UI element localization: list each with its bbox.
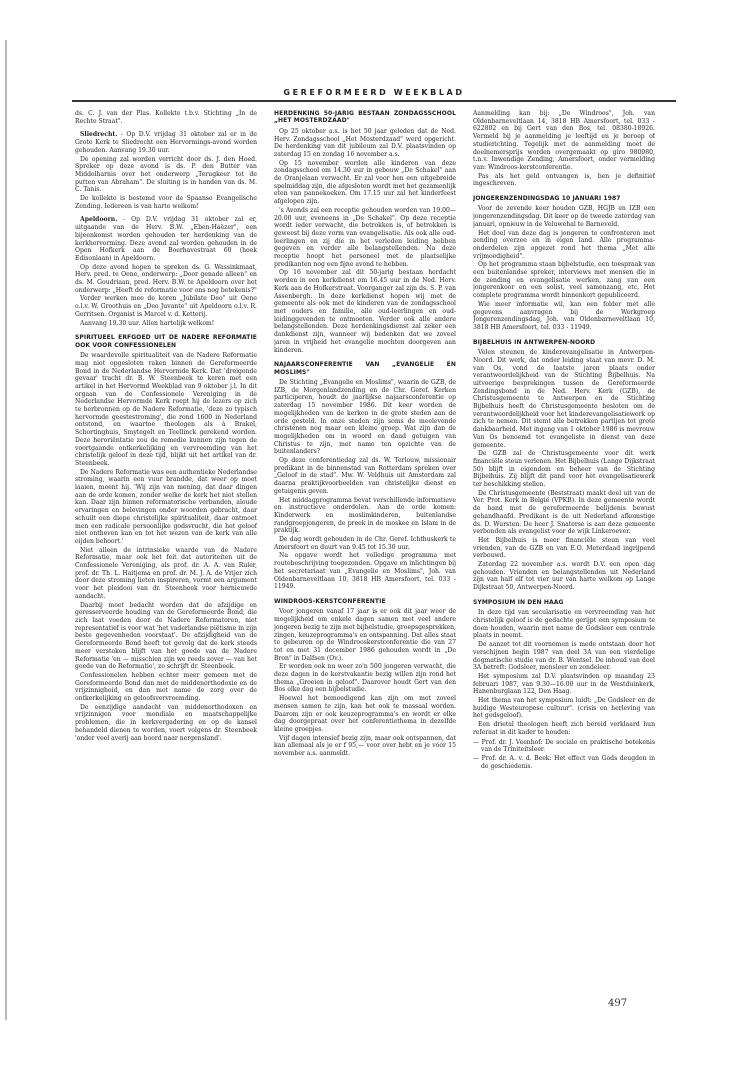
page-header (72, 88, 676, 102)
article-paragraph (75, 131, 257, 154)
list-item: — Prof. dr. A. v. d. Beek: Het effect van Gods deugden in de geschiedenis. (473, 754, 655, 770)
article-paragraph: Confessionelen hebben echter meer gemeen met de Gereformeerde Bond dan met de middenorthodoxie en de vrijzinnigheid, en dan met name de zorg over de ontkerkelijking en geloofsvervreemding. (75, 671, 257, 703)
article-paragraph: Het Bijbelhuis is meer financiële steun van veel vrienden, van de GZB en van E.O. Meterdaad ingrijpend verbouwd. (473, 536, 655, 560)
article-paragraph: De Christusgemeente (Beststraat) maakt deel uit van de Ver. Prot. Kerk in België (VPKB). In deze gemeente wordt de band met de gereformeerde belijdenis bewust gehandhaafd. Predikant is de uit Nederland afkomstige ds. D. Wursten. De heer J. Snaterse is aan deze gemeente verbonden als evangelist voor de wijk Linkeroever. (473, 489, 655, 536)
article-paragraph: Het symposium zal D.V. plaatsvinden op maandag 23 februari 1987, van 9.30—16.00 uur in de Westduinkerk, Hanenburglaan 122, Den Haag. (473, 672, 655, 696)
article-paragraph: De aanzet tot dit voornemen is mede ontstaan door het verschijnen begin 1987 van deel 3A van een vierdelige dogmatische studie van dr. B. Wentsel. De inhoud van deel 3A betreft: Godsleer, mensleer en zondeleer. (473, 641, 655, 672)
article-paragraph: Op 16 november zal dit 50-jarig bestaan herdacht worden in een kerkdienst om 16.45 uur in de Ned. Herv. Kerk aan de Hofkerstraat. Voorganger zal zijn ds. S. P. van Assenbergh. In deze kerkdienst hopen wij met de gemeente als ook met de kinderen van de zondagsschool met ouders en familie, alle oud-leerlingen en oud-leidinggevenden te ontmoeten. Verder ook alle andere belangstellenden. Deze herdenkingsdienst zal zeker een dankdienst zijn, wanneer wij bedenken dat we zoveel jaren in vrijheid het evangelie mochten doorgeven aan kinderen. (274, 269, 456, 354)
article-paragraph: Het thema van het symposium luidt: „De Godsleer en de huidige Westeuropese cultuur". (crisis en herleving van het godsgeloof). (473, 697, 655, 720)
place-name: Sliedrecht. (80, 131, 118, 139)
place-name: Apeldoorn. (80, 216, 118, 224)
article-paragraph: De eenzijdige aandacht van middenorthodoxen en vrijzinnigen voor mondiale en maatschappelijke problemen, die in kerkvergadering en op de kansel behandeld dienen te worden, voert volgens dr. Steenbeek 'onder veel averij aan boord naar nergensland'. (75, 703, 257, 742)
article-paragraph: Hoewel het bemoedigend kan zijn om met zoveel mensen samen te zijn, kan het ook te massaal worden. Daarom zijn er ook keuzeprogramma's en wordt er elke dag doorgepraat over het conferentiethema in dezelfde kleine groepjes. (274, 695, 456, 733)
article-paragraph: Daarbij moet bedacht worden dat de afzijdige en geresserveerde houding van de Gereformeerde Bond, die zich laat voeden door de Nadere Reformatoren, niet representatief is voor wat 'het vaderlandse piëtisme in zijn beste gegevenheden voorstaat'. De afzijdigheid van de Gereformeerde Bond heeft tot gevolg dat de kerk steeds meer verstoken blijft van het goede van de Nadere Reformatie 'en — misschien zijn we reeds zover — van het goede van de Reformatie', zo schrijft dr. Steenbeek. (75, 601, 257, 671)
article-paragraph: Na opgave wordt het volledige programma met routebeschrijving toegezonden. Opgave en inlichtingen bij het secretariaat van „Evangelie en Moslims", Joh. van Oldenbarneveltlaan 10, 3818 HB Amersfoort, tel. 033 - 11949. (274, 552, 456, 591)
article-paragraph: Vijf dagen intensief bezig zijn, maar ook ontspannen, dat kan allemaal als je er f 95,— voor over hebt en je vóór 15 november a.s. aanmeldt. (274, 734, 456, 758)
binder-edge (5, 40, 7, 1020)
article-paragraph (75, 216, 257, 262)
column-middle (274, 110, 456, 1010)
article-paragraph: Wie meer informatie wil, kan een folder met alle gegevens aanvragen bij de Werkgroep Jongerenzendingsdag, Joh. van Oldenbarneveltlaan 10, 3818 HB Amersfoort, tel. 033 - 11949. (473, 300, 655, 331)
article-paragraph: ds. C. J. van der Plas. Kollekte t.b.v. Stichting „In de Rechte Straat". (75, 110, 257, 125)
article-paragraph: Het doel van deze dag is jongeren te confronteren met zending overzee en in eigen land. Alle programma-onderdelen zijn opgezet rond het thema „Met alle vrijmoedigheid". (473, 229, 655, 260)
article-paragraph: 's Avonds zal een receptie gehouden worden van 19.00—20.00 uur, eveneens in „De Schakel". Op deze receptie wordt ieder verwacht, die betrokken is, of betrokken is geweest bij deze vorm van evangelisatie. Als ook alle oud-leerlingen en zij die in het verleden leiding hebben gegeven en verder alle belangstellenden. Na deze receptie hoopt het personeel met de plaatselijke predikanten nog een fijne avond te hebben. (274, 206, 456, 268)
article-paragraph: Pas als het geld ontvangen is, ben je definitief ingeschreven. (473, 172, 655, 188)
header-rule (72, 100, 676, 102)
article-paragraph: Een drietal theologen heeft zich bereid verklaard hun referaat in dit kader te houden: (473, 721, 655, 736)
article-paragraph: De dag wordt gehouden in de Chr. Geref. Ichthuskerk te Amersfoort en duurt van 9.45 tot 15.30 uur. (274, 536, 456, 551)
article-paragraph: Op deze conferentiedag zal ds. W. Terlouw, missionair predikant in de binnenstad van Rotterdam spreken over „Geloof in de stad". Mw. W. Veldhuis uit Amsterdam zal daarna praktijkvoorbeelden van christelijke dienst en getuigenis geven. (274, 457, 456, 495)
paragraph-text: - Op D.V. vrijdag 31 oktober zal er, uitgaande van de Herv. B.W. „Eben-Haëzer", een bijeenkomst worden gehouden ter herdenking van de kerkhervorming. Deze avond zal worden gehouden in de Open Hofkerk aan de Boerhavestraat 60 (hoek Edisonlaan) in Apeldoorn. (75, 216, 257, 262)
page-number: 497 (608, 998, 628, 1009)
column-left (75, 110, 257, 1010)
article-paragraph: Zaterdag 22 november a.s. wordt D.V. een open dag gehouden. Vrienden en belangstellenden uit Nederland zijn van half elf tot vier uur van harte welkom op Lange Dijkstraat 50, Antwerpen-Noord. (473, 561, 655, 592)
article-paragraph: De kollekte is bestemd voor de Spaanse Evangelische Zending. Iedereen is van harte welkom! (75, 195, 257, 210)
article-paragraph: Er worden ook nu weer zo'n 500 jongeren verwacht, die deze dagen in de kerstvakantie bezig willen zijn rond het thema „Groeien in geloof". Daarover houdt Gert van den Bos elke dag een bijbelstudie. (274, 663, 456, 694)
article-heading: NAJAARSCONFERENTIE VAN „EVANGELIE EN MOSLIMS" (274, 361, 456, 376)
article-paragraph: Velen steunen de kinderevangelisatie in Antwerpen-Noord. Dit werk, dat onder leiding staat van mevr. D. M. van Os, vond de laatste jaren plaats onder verantwoordelijkheid van de Stichting Bijbelhuis. Na uitvoerige besprekingen tussen de Gereformeerde Zendingsbond in de Ned. Herv. Kerk (GZB), de Christusgemeente te Antwerpen en de Stichting Bijbelhuis heeft de Christusgemeente besloten om de verantwoordelijkheid voor het kinderevangelisatiewerk op zich te nemen. Dit stemt alle betrokken partijen tot grote dankbaarheid. Met ingang van 1 oktober 1986 is mevrouw Van Os benoemd tot evangeliste in dienst van deze gemeente. (473, 349, 655, 449)
article-paragraph: Niet alleen de intrinsieke waarde van de Nadere Reformatie, maar ook het feit dat autoriteiten uit de Confessionele Vereniging, als prof. dr. A. A. van Ruler, prof. dr. Th. L. Haitjema en prof. dr. M. J. A. de Vrijer zich door deze stroming lieten inspireren, vormt een argument voor het pleidooi van dr. Steenbeek voor hernieuwde aandacht. (75, 546, 257, 600)
article-paragraph: Verder werken mee de koren „Jubilate Deo" uit Oene o.l.v. W. Groothuis en „Deo Juvante" uit Apeldoorn o.l.v. R. Gerritsen. Organist is Marcel v. d. Ketterij. (75, 295, 257, 318)
article-paragraph: Voor de zevende keer houden GZB, HGJB en IZB een jongerenzendingsdag. Dit keer op de tweede zaterdag van januari, opnieuw in de Veluwehal te Barneveld. (473, 205, 655, 228)
article-paragraph: De opening zal worden verricht door ds. J. den Hoed. Spreker op deze avond is ds. P. den Butter van Middelharnis over het onderwerp „Terugkeer tot de putten van Abraham". De sluiting is in handen van ds. M. C. Tanis. (75, 155, 257, 194)
article-paragraph: De Stichting „Evangelie en Moslims", waarin de GZB, de IZB, de Morgenlandzending en de Chr. Geref. Kerken participeren, houdt de jaarlijkse najaarsconferentie op zaterdag 15 november 1986. Dit keer worden de mogelijkheden van de kerken in de grote steden aan de orde gesteld. In onze steden zijn soms de meelevende christenen nog maar een kleine groep. Wat zijn dan de mogelijkheden om in woord en daad getuigen van Christus te zijn, met name ten opzichte van de buitenlanders? (274, 379, 456, 456)
paragraph-text: - Op D.V. vrijdag 31 oktober zal er in de Grote Kerk te Sliedrecht een Hervormings-avond worden gehouden. Aanvang 19.30 uur. (75, 131, 257, 154)
article-paragraph: Op het programma staan bijbelstudie, een toespraak van een buitenlandse spreker, interviews met mensen die in de zending en evangelisatie werken, zang van een jongerenkoor en een solist, veel samenzang, etc. Het complete programma wordt binnenkort gepubliceerd. (473, 261, 655, 300)
article-heading: SPIRITUEEL ERFGOED UIT DE NADERE REFORMATIE OOK VOOR CONFESSIONELEN (75, 334, 257, 349)
article-paragraph: De GZB zal de Christusgemeente voor dit werk financiële steun verlenen. Het Bijbelhuis (Lange Dijkstraat 50) blijft in eigendom en beheer van de Stichting Bijbelhuis. Zij blijft dit pand voor het evangelisatiewerk ter beschikking stellen. (473, 450, 655, 489)
article-heading: WINDROOS-KERSTCONFERENTIE (274, 598, 386, 605)
article-paragraph: Het middagprogramma bevat verschillende informatieve en instructieve onderdelen. Aan de orde komen: Kinderwerk en moslimkinderen, buitenlandse randgroepjongeren, de preek in de moskee en Islam in de praktijk. (274, 496, 456, 535)
article-paragraph: Op 25 oktober a.s. is het 50 jaar geleden dat de Ned. Herv. Zondagsschool „Het Mosterdzaad" werd opgericht. De herdenking van dit jubileum zal D.V. plaatsvinden op zaterdag 15 en zondag 16 november a.s. (274, 127, 456, 158)
article-paragraph: In deze tijd van secularisatie en vervreemding van het christelijk geloof is de gedachte gerijpt een symposium te doen houden, waarin met name de Godsleer een centrale plaats in neemt. (473, 609, 655, 640)
article-heading: BIJBELHUIS IN ANTWERPEN-NOORD (473, 338, 596, 346)
running-head: GEREFORMEERD WEEKBLAD (283, 88, 465, 97)
article-heading: SYMPOSIUM IN DEN HAAG (473, 598, 564, 606)
article-paragraph: Voor jongeren vanaf 17 jaar is er ook dit jaar weer de mogelijkheid om enkele dagen samen met veel andere jongeren bezig te zijn met bijbelstudie, groepsgesprekken, zingen, keuzeprogramma's en ontspanning. Dat alles staat te gebeuren op de Windrooskerstconferentie die van 27 tot en met 31 december 1986 gehouden wordt in „De Bron" in Dalfsen (Ov.). (274, 608, 456, 662)
article-paragraph: Aanvang 19.30 uur. Allen hartelijk welkom! (80, 319, 215, 327)
article-heading: JONGERENZENDINGSDAG 10 JANUARI 1987 (473, 195, 621, 203)
column-right (473, 110, 655, 1010)
article-paragraph: Op deze avond hopen te spreken ds. G. Wassinkmaat, Herv. pred. te Oene, onderwerp: „Door genade alleen" en ds. M. Goudriaan, pred. Herv. B.W. te Apeldoorn over het onderwerp: „Heeft de reformatie voor ons nog betekenis?" (75, 263, 257, 294)
article-paragraph: Aanmelding kan bij: „De Windroos", Joh. van Oldenbarneveltlaan 14, 3818 HB Amersfoort, tel. 033 - 622802 en bij Gert van den Bos, tel. 08380-18926. Vermeld bij je aanmelding je leeftijd en je beroep of studierichting. Tegelijk met de aanmelding moet de deelnemersprijs worden overgemaakt op giro 980980, t.n.v. Inwendige Zending, Amersfoort, onder vermelding van: Windroos-kerstconferentie. (473, 110, 655, 171)
list-item: — Prof. dr. J. Veenhof: De sociale en praktische betekenis van de Triniteitsleer. (473, 738, 655, 754)
speaker-list (473, 739, 655, 771)
article-paragraph: Op 15 november worden alle kinderen van deze zondagsschool om 14.30 uur in gebouw „De Schakel" aan de Oranjelaan verwacht. Er zal voor hen een uitgebreide spelmiddag zijn, die afgesloten wordt met het gezamenlijk eten van pannekoeken. Om 17.15 uur zal het kinderfeest afgelopen zijn. (274, 159, 456, 206)
article-paragraph: De Nadere Reformatie was een authentieke Nederlandse stroming, waarin een vuur brandde, dat weer op moet laaien, meent hij. 'Wij zijn van mening, dat daar dingen aan de orde komen, zonder welke de kerk het niet stellen kan. Daar zijn binnen reformatorische verbanden, aloude ervaringen en belevingen onder woorden gebracht, daar schuilt een diepe christelijke spiritualiteit, daar ontmoet men een radicale persoonlijke godsvrucht, die het geloof niet ontheven kan en tot het wezen van de kerk van alle eijden behoort.' (75, 468, 257, 545)
article-paragraph: De waardevolle spiritualiteit van de Nadere Reformatie mag niet opgesloten raken binnen de Gereformeerde Bond in de Nederlandse Hervormde Kerk. Dat 'dreigende gevaar' tracht dr. B. W. Steenbeek te keren met een artikel in het Hervormd Weekblad van 9 oktober j.l. In dit orgaan van de Confessionele Vereniging in de Nederlandse Hervormde Kerk roept hij de lezers op zich te herbronnen op de Nadere Reformatie, 'deze zo typisch hervormde geestestroming', die rond 1600 in Nederland ontstond, en waartoe theologen als à Brakel, Schortinghuis, Smytegelt en Teellinck gerekend worden. Deze heroriëntatie zou de remedie kunnen zijn tegen de voortgaande ontkerkelijking en vervreemding van het christelijk geloof in deze tijd, blijkt uit het artikel van dr. Steenbeek. (75, 352, 257, 467)
article-heading: HERDENKING 50-JARIG BESTAAN ZONDAGSSCHOOL „HET MOSTERDZAAD" (274, 110, 456, 125)
